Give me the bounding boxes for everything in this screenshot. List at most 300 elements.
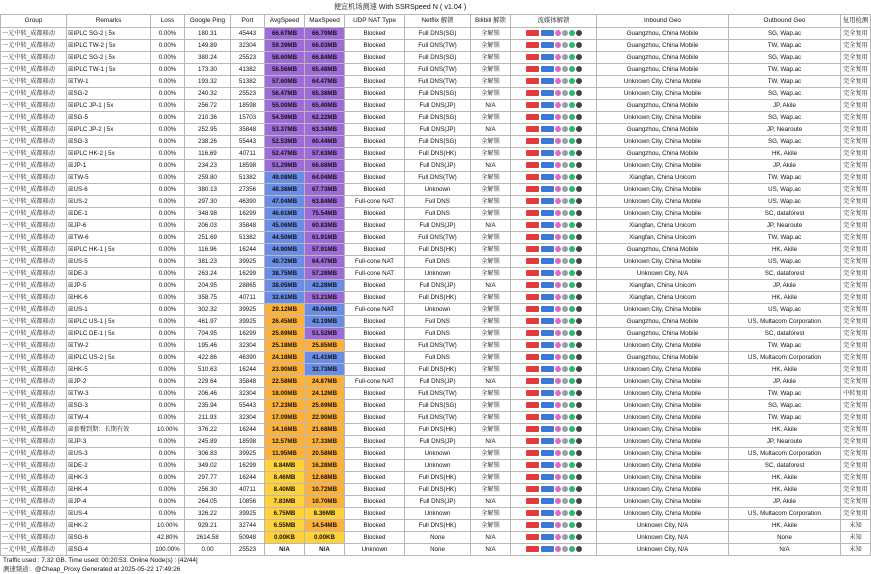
streaming-service-icon — [576, 102, 582, 108]
netflix-cell: Full DNS(HK) — [405, 148, 471, 160]
table-row — [1, 448, 871, 460]
ping-cell: 210.36 — [185, 112, 231, 124]
udp-nat-cell: Blocked — [345, 508, 405, 520]
streaming-service-icon — [541, 366, 554, 372]
outbound-geo-cell: JP, Akile — [729, 496, 841, 508]
netflix-cell: Full DNS(JP) — [405, 100, 471, 112]
table-row — [1, 352, 871, 364]
streaming-service-icon — [526, 510, 539, 516]
ping-cell: 358.75 — [185, 292, 231, 304]
streaming-service-icon — [555, 186, 561, 192]
outbound-geo-cell: HK, Akile — [729, 424, 841, 436]
loss-cell: 0.00% — [151, 448, 185, 460]
outbound-geo-cell: US, Multacom Corporation — [729, 508, 841, 520]
group-cell: 一元中转_成都移动 — [1, 424, 67, 436]
avg-speed-cell: 59.39MB — [265, 40, 305, 52]
table-row — [1, 424, 871, 436]
table-row — [1, 472, 871, 484]
port-cell: 16299 — [231, 460, 265, 472]
streaming-service-icon — [569, 366, 575, 372]
streaming-service-icon — [555, 474, 561, 480]
udp-nat-cell: Blocked — [345, 64, 405, 76]
streaming-service-icon — [562, 78, 568, 84]
streaming-service-icon — [569, 234, 575, 240]
group-cell: 一元中转_成都移动 — [1, 160, 67, 172]
reuse-check-cell: 完全复用 — [841, 484, 871, 496]
streaming-service-icon — [555, 534, 561, 540]
avg-speed-cell: 55.00MB — [265, 100, 305, 112]
ping-cell: 238.26 — [185, 136, 231, 148]
avg-speed-cell: 0.00KB — [265, 532, 305, 544]
streaming-service-icon — [526, 354, 539, 360]
avg-speed-cell: 44.90MB — [265, 244, 305, 256]
remarks-cell: ☒US-1 — [67, 304, 151, 316]
inbound-geo-cell: Guangzhou, China Mobile — [597, 28, 729, 40]
outbound-geo-cell: HK, Akile — [729, 472, 841, 484]
table-row — [1, 460, 871, 472]
streaming-icons-cell — [511, 232, 597, 244]
streaming-service-icon — [569, 102, 575, 108]
ping-cell: 263.24 — [185, 268, 231, 280]
ping-cell: 380.24 — [185, 52, 231, 64]
bilibili-cell: 全解锁 — [471, 472, 511, 484]
udp-nat-cell: Blocked — [345, 388, 405, 400]
streaming-icons-cell — [511, 124, 597, 136]
port-cell: 39925 — [231, 448, 265, 460]
avg-speed-cell: 26.45MB — [265, 316, 305, 328]
streaming-icons-cell — [511, 76, 597, 88]
ping-cell: 204.95 — [185, 280, 231, 292]
streaming-service-icon — [555, 546, 561, 552]
netflix-cell: Full DNS(SG) — [405, 88, 471, 100]
reuse-check-cell: 完全复用 — [841, 124, 871, 136]
loss-cell: 0.00% — [151, 496, 185, 508]
streaming-service-icon — [526, 126, 539, 132]
streaming-service-icon — [562, 498, 568, 504]
bilibili-cell: 全解锁 — [471, 40, 511, 52]
streaming-service-icon — [562, 198, 568, 204]
streaming-service-icon — [569, 378, 575, 384]
port-cell: 18598 — [231, 160, 265, 172]
max-speed-cell: 66.03MB — [305, 40, 345, 52]
streaming-service-icon — [555, 414, 561, 420]
streaming-service-icon — [569, 54, 575, 60]
streaming-service-icon — [526, 378, 539, 384]
bilibili-cell: 全解锁 — [471, 172, 511, 184]
ping-cell: 297.30 — [185, 196, 231, 208]
streaming-icons-cell — [511, 544, 597, 556]
netflix-cell: Full DNS(TW) — [405, 388, 471, 400]
generated-info: 测速频道：@Cheap_Proxy Generated at 2025-05-22 17:49:26 — [3, 566, 181, 573]
column-header: Google Ping — [185, 15, 231, 28]
streaming-service-icon — [569, 174, 575, 180]
port-cell: 46390 — [231, 196, 265, 208]
group-cell: 一元中转_成都移动 — [1, 244, 67, 256]
loss-cell: 0.00% — [151, 148, 185, 160]
streaming-service-icon — [576, 342, 582, 348]
reuse-check-cell: 完全复用 — [841, 196, 871, 208]
streaming-service-icon — [526, 78, 539, 84]
ping-cell: 240.32 — [185, 88, 231, 100]
streaming-service-icon — [541, 342, 554, 348]
max-speed-cell: 32.73MB — [305, 364, 345, 376]
avg-speed-cell: 12.57MB — [265, 436, 305, 448]
streaming-service-icon — [576, 378, 582, 384]
outbound-geo-cell: US, Wap.ac — [729, 196, 841, 208]
loss-cell: 10.00% — [151, 520, 185, 532]
outbound-geo-cell: None — [729, 532, 841, 544]
reuse-check-cell: 完全复用 — [841, 340, 871, 352]
streaming-service-icon — [555, 354, 561, 360]
streaming-service-icon — [555, 138, 561, 144]
streaming-service-icon — [576, 246, 582, 252]
avg-speed-cell: 40.72MB — [265, 256, 305, 268]
streaming-icons-cell — [511, 340, 597, 352]
streaming-icons-cell — [511, 304, 597, 316]
netflix-cell: Full DNS — [405, 256, 471, 268]
streaming-service-icon — [562, 90, 568, 96]
inbound-geo-cell: Guangzhou, China Mobile — [597, 64, 729, 76]
streaming-service-icon — [569, 210, 575, 216]
group-cell: 一元中转_成都移动 — [1, 256, 67, 268]
bilibili-cell: 全解锁 — [471, 184, 511, 196]
reuse-check-cell: 完全复用 — [841, 76, 871, 88]
streaming-service-icon — [555, 102, 561, 108]
avg-speed-cell: 57.60MB — [265, 76, 305, 88]
udp-nat-cell: Blocked — [345, 40, 405, 52]
table-row — [1, 544, 871, 556]
streaming-service-icon — [526, 342, 539, 348]
reuse-check-cell: 完全复用 — [841, 472, 871, 484]
inbound-geo-cell: Guangzhou, China Mobile — [597, 316, 729, 328]
remarks-cell: ☒套餐到期：长期有效 — [67, 424, 151, 436]
bilibili-cell: 全解锁 — [471, 196, 511, 208]
outbound-geo-cell: JP, Akile — [729, 160, 841, 172]
streaming-service-icon — [526, 330, 539, 336]
table-row — [1, 244, 871, 256]
avg-speed-cell: N/A — [265, 544, 305, 556]
remarks-cell: ☒IPLC JP-2 | 5x — [67, 124, 151, 136]
outbound-geo-cell: SG, Wap.ac — [729, 28, 841, 40]
max-speed-cell: 75.54MB — [305, 208, 345, 220]
bilibili-cell: 全解锁 — [471, 412, 511, 424]
max-speed-cell: 43.28MB — [305, 280, 345, 292]
udp-nat-cell: Full-cone NAT — [345, 196, 405, 208]
results-table — [0, 14, 871, 556]
inbound-geo-cell: Xiangfan, China Unicom — [597, 280, 729, 292]
streaming-service-icon — [569, 126, 575, 132]
streaming-service-icon — [569, 90, 575, 96]
reuse-check-cell: 完全复用 — [841, 64, 871, 76]
reuse-check-cell: 完全复用 — [841, 364, 871, 376]
streaming-service-icon — [555, 342, 561, 348]
outbound-geo-cell: SG, Wap.ac — [729, 112, 841, 124]
table-row — [1, 292, 871, 304]
max-speed-cell: 64.47MB — [305, 76, 345, 88]
streaming-service-icon — [562, 210, 568, 216]
max-speed-cell: 67.73MB — [305, 184, 345, 196]
streaming-service-icon — [555, 270, 561, 276]
streaming-service-icon — [569, 522, 575, 528]
group-cell: 一元中转_成都移动 — [1, 88, 67, 100]
ping-cell: 306.83 — [185, 448, 231, 460]
streaming-service-icon — [555, 462, 561, 468]
streaming-service-icon — [526, 234, 539, 240]
reuse-check-cell: 完全复用 — [841, 496, 871, 508]
bilibili-cell: N/A — [471, 124, 511, 136]
loss-cell: 0.00% — [151, 484, 185, 496]
streaming-service-icon — [562, 354, 568, 360]
streaming-service-icon — [562, 378, 568, 384]
max-speed-cell: 61.91MB — [305, 232, 345, 244]
streaming-service-icon — [526, 42, 539, 48]
table-row — [1, 76, 871, 88]
bilibili-cell: 全解锁 — [471, 460, 511, 472]
loss-cell: 0.00% — [151, 304, 185, 316]
netflix-cell: Full DNS(TW) — [405, 172, 471, 184]
loss-cell: 0.00% — [151, 136, 185, 148]
streaming-service-icon — [569, 462, 575, 468]
streaming-service-icon — [562, 30, 568, 36]
streaming-service-icon — [526, 426, 539, 432]
reuse-check-cell: 中转复用 — [841, 388, 871, 400]
reuse-check-cell: 完全复用 — [841, 268, 871, 280]
ping-cell: 251.69 — [185, 232, 231, 244]
port-cell: 25523 — [231, 88, 265, 100]
reuse-check-cell: 完全复用 — [841, 28, 871, 40]
streaming-service-icon — [555, 78, 561, 84]
group-cell: 一元中转_成都移动 — [1, 28, 67, 40]
port-cell: 16244 — [231, 244, 265, 256]
outbound-geo-cell: TW, Wap.ac — [729, 40, 841, 52]
inbound-geo-cell: Guangzhou, China Mobile — [597, 328, 729, 340]
streaming-service-icon — [555, 306, 561, 312]
netflix-cell: Full DNS(JP) — [405, 124, 471, 136]
max-speed-cell: 14.54MB — [305, 520, 345, 532]
streaming-service-icon — [576, 30, 582, 36]
reuse-check-cell: 完全复用 — [841, 136, 871, 148]
bilibili-cell: 全解锁 — [471, 316, 511, 328]
bilibili-cell: N/A — [471, 100, 511, 112]
outbound-geo-cell: JP, Akile — [729, 100, 841, 112]
max-speed-cell: 17.33MB — [305, 436, 345, 448]
ping-cell: 206.03 — [185, 220, 231, 232]
streaming-service-icon — [526, 546, 539, 552]
remarks-cell: ☒HK-2 — [67, 520, 151, 532]
port-cell: 16244 — [231, 364, 265, 376]
reuse-check-cell: 完全复用 — [841, 352, 871, 364]
streaming-service-icon — [576, 282, 582, 288]
streaming-icons-cell — [511, 172, 597, 184]
reuse-check-cell: 完全复用 — [841, 328, 871, 340]
streaming-service-icon — [576, 318, 582, 324]
streaming-service-icon — [541, 378, 554, 384]
streaming-service-icon — [562, 366, 568, 372]
bilibili-cell: 全解锁 — [471, 328, 511, 340]
streaming-service-icon — [526, 390, 539, 396]
inbound-geo-cell: Guangzhou, China Mobile — [597, 100, 729, 112]
netflix-cell: Full DNS(HK) — [405, 364, 471, 376]
streaming-service-icon — [541, 282, 554, 288]
remarks-cell: ☒IPLC DE-1 | 5x — [67, 328, 151, 340]
streaming-service-icon — [541, 54, 554, 60]
inbound-geo-cell: Guangzhou, China Mobile — [597, 124, 729, 136]
group-cell: 一元中转_成都移动 — [1, 436, 67, 448]
column-header: Remarks — [67, 15, 151, 28]
netflix-cell: Unknown — [405, 304, 471, 316]
udp-nat-cell: Blocked — [345, 100, 405, 112]
streaming-service-icon — [569, 150, 575, 156]
group-cell: 一元中转_成都移动 — [1, 208, 67, 220]
inbound-geo-cell: Unknown City, N/A — [597, 532, 729, 544]
bilibili-cell: 全解锁 — [471, 304, 511, 316]
table-row — [1, 148, 871, 160]
table-row — [1, 280, 871, 292]
streaming-service-icon — [555, 54, 561, 60]
streaming-service-icon — [526, 522, 539, 528]
group-cell: 一元中转_成都移动 — [1, 136, 67, 148]
reuse-check-cell: 未知 — [841, 520, 871, 532]
avg-speed-cell: 58.60MB — [265, 52, 305, 64]
streaming-service-icon — [541, 486, 554, 492]
port-cell: 16299 — [231, 208, 265, 220]
streaming-icons-cell — [511, 268, 597, 280]
group-cell: 一元中转_成都移动 — [1, 64, 67, 76]
column-header: UDP NAT Type — [345, 15, 405, 28]
streaming-service-icon — [541, 462, 554, 468]
streaming-service-icon — [569, 42, 575, 48]
table-row — [1, 220, 871, 232]
port-cell: 51382 — [231, 232, 265, 244]
udp-nat-cell: Blocked — [345, 184, 405, 196]
group-cell: 一元中转_成都移动 — [1, 460, 67, 472]
streaming-service-icon — [526, 270, 539, 276]
streaming-service-icon — [569, 66, 575, 72]
avg-speed-cell: 8.46MB — [265, 472, 305, 484]
netflix-cell: Full DNS(JP) — [405, 160, 471, 172]
streaming-service-icon — [555, 510, 561, 516]
reuse-check-cell: 完全复用 — [841, 412, 871, 424]
udp-nat-cell: Blocked — [345, 424, 405, 436]
streaming-service-icon — [576, 330, 582, 336]
bilibili-cell: 全解锁 — [471, 292, 511, 304]
max-speed-cell: 8.36MB — [305, 508, 345, 520]
table-row — [1, 232, 871, 244]
port-cell: 50948 — [231, 532, 265, 544]
streaming-service-icon — [541, 270, 554, 276]
udp-nat-cell: Blocked — [345, 160, 405, 172]
streaming-service-icon — [555, 126, 561, 132]
streaming-icons-cell — [511, 460, 597, 472]
streaming-service-icon — [562, 438, 568, 444]
streaming-service-icon — [576, 426, 582, 432]
netflix-cell: Full DNS — [405, 352, 471, 364]
inbound-geo-cell: Guangzhou, China Mobile — [597, 52, 729, 64]
streaming-service-icon — [555, 114, 561, 120]
netflix-cell: Full DNS — [405, 316, 471, 328]
netflix-cell: Full DNS(HK) — [405, 484, 471, 496]
udp-nat-cell: Blocked — [345, 124, 405, 136]
bilibili-cell: 全解锁 — [471, 424, 511, 436]
streaming-service-icon — [569, 306, 575, 312]
loss-cell: 0.00% — [151, 28, 185, 40]
remarks-cell: ☒JP-2 — [67, 376, 151, 388]
streaming-service-icon — [541, 450, 554, 456]
remarks-cell: ☒US-5 — [67, 256, 151, 268]
netflix-cell: Full DNS(HK) — [405, 472, 471, 484]
group-cell: 一元中转_成都移动 — [1, 40, 67, 52]
streaming-icons-cell — [511, 184, 597, 196]
streaming-service-icon — [562, 546, 568, 552]
streaming-service-icon — [569, 114, 575, 120]
outbound-geo-cell: US, Wap.ac — [729, 304, 841, 316]
streaming-service-icon — [576, 498, 582, 504]
streaming-service-icon — [555, 450, 561, 456]
udp-nat-cell: Blocked — [345, 532, 405, 544]
group-cell: 一元中转_成都移动 — [1, 76, 67, 88]
ping-cell: 256.72 — [185, 100, 231, 112]
streaming-service-icon — [576, 138, 582, 144]
ping-cell: 195.46 — [185, 340, 231, 352]
inbound-geo-cell: Unknown City, China Mobile — [597, 76, 729, 88]
streaming-icons-cell — [511, 28, 597, 40]
streaming-service-icon — [576, 126, 582, 132]
bilibili-cell: 全解锁 — [471, 448, 511, 460]
streaming-service-icon — [555, 150, 561, 156]
loss-cell: 0.00% — [151, 196, 185, 208]
port-cell: 28865 — [231, 280, 265, 292]
streaming-service-icon — [562, 270, 568, 276]
table-row — [1, 436, 871, 448]
remarks-cell: ☒IPLC JP-1 | 5x — [67, 100, 151, 112]
streaming-service-icon — [576, 186, 582, 192]
streaming-icons-cell — [511, 496, 597, 508]
streaming-service-icon — [562, 450, 568, 456]
streaming-icons-cell — [511, 328, 597, 340]
max-speed-cell: 25.85MB — [305, 340, 345, 352]
streaming-service-icon — [569, 534, 575, 540]
reuse-check-cell: 完全复用 — [841, 448, 871, 460]
bilibili-cell: 全解锁 — [471, 28, 511, 40]
streaming-service-icon — [562, 66, 568, 72]
loss-cell: 0.00% — [151, 76, 185, 88]
loss-cell: 0.00% — [151, 232, 185, 244]
avg-speed-cell: 17.23MB — [265, 400, 305, 412]
streaming-service-icon — [541, 102, 554, 108]
streaming-icons-cell — [511, 292, 597, 304]
netflix-cell: Full DNS(TW) — [405, 340, 471, 352]
ping-cell: 229.64 — [185, 376, 231, 388]
column-header: Port — [231, 15, 265, 28]
bilibili-cell: 全解锁 — [471, 268, 511, 280]
udp-nat-cell: Blocked — [345, 328, 405, 340]
udp-nat-cell: Blocked — [345, 172, 405, 184]
streaming-service-icon — [526, 66, 539, 72]
group-cell: 一元中转_成都移动 — [1, 280, 67, 292]
reuse-check-cell: 完全复用 — [841, 160, 871, 172]
streaming-icons-cell — [511, 532, 597, 544]
streaming-service-icon — [541, 258, 554, 264]
streaming-service-icon — [555, 498, 561, 504]
inbound-geo-cell: Unknown City, China Mobile — [597, 160, 729, 172]
max-speed-cell: 16.28MB — [305, 460, 345, 472]
udp-nat-cell: Blocked — [345, 436, 405, 448]
streaming-service-icon — [541, 186, 554, 192]
streaming-service-icon — [569, 414, 575, 420]
streaming-service-icon — [526, 282, 539, 288]
remarks-cell: ☒US-4 — [67, 508, 151, 520]
group-cell: 一元中转_成都移动 — [1, 52, 67, 64]
